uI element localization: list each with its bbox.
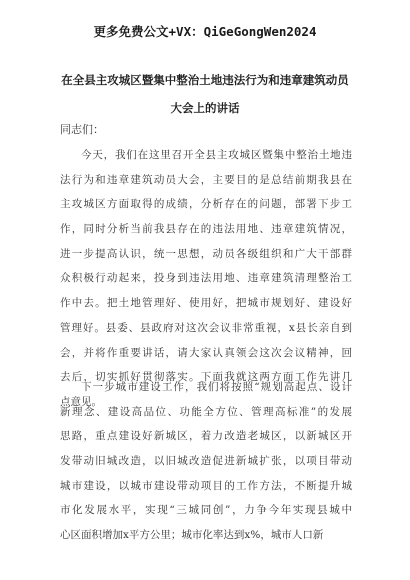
document-title [40, 66, 370, 122]
title-line: 在全县主攻城区暨集中整治土地违法行为和违章建筑动员 [61, 73, 349, 87]
text-line: 众积极行动起来，投身到违法用地、违章建筑清理整治工 [60, 272, 352, 285]
promo-banner: 更多免费公文+VX：QiGeGongWen2024 [93, 24, 317, 39]
text-line: 发带动旧城改造，以旧城改造促进新城扩张，以项目带动 [60, 455, 352, 468]
text-line: 进一步提高认识，统一思想，动员各级组织和广大干部群 [60, 247, 352, 260]
text-line: 主攻城区方面取得的成绩，分析存在的问题，部署下步工 [60, 198, 352, 211]
text-line: 市化发展水平，实现“三城同创”，力争今年实现县城中 [60, 504, 352, 517]
paragraph-1 [60, 143, 352, 415]
title-line: 大会上的讲话 [170, 101, 240, 115]
text-line: 今天，我们在这里召开全县主攻城区暨集中整治土地违 [81, 149, 352, 161]
paragraph-2 [60, 375, 352, 548]
text-line: 点意见。 [60, 395, 102, 408]
text-line: 新理念、建设高品位、功能全方位、管理高标准”的发展 [60, 405, 352, 418]
text-line: 会，并将作重要讲话，请大家认真领会这次会议精神，回 [60, 346, 352, 359]
text-line: 作中去。把土地管理好、使用好，把城市规划好、建设好 [60, 297, 352, 310]
text-line: 下一步城市建设工作，我们将按照“规划高起点、设计 [81, 381, 352, 393]
text-line: 作，同时分析当前我县存在的违法用地、违章建筑情况， [60, 223, 352, 236]
text-line: 城市建设，以城市建设带动项目的工作方法，不断提升城 [60, 479, 352, 492]
text-line: 管理好。县委、县政府对这次会议非常重视，x县长亲自到 [60, 321, 352, 334]
text-line: 法行为和违章建筑动员大会，主要目的是总结前期我县在 [60, 173, 352, 186]
text-line: 去后，切实抓好贯彻落实。下面我就这两方面工作先讲几 [60, 371, 352, 384]
salutation: 同志们： [60, 123, 104, 136]
text-line: 心区面积增加x平方公里；城市化率达到x%，城市人口新 [60, 529, 324, 542]
text-line: 思路，重点建设好新城区，着力改造老城区，以新城区开 [60, 430, 352, 443]
